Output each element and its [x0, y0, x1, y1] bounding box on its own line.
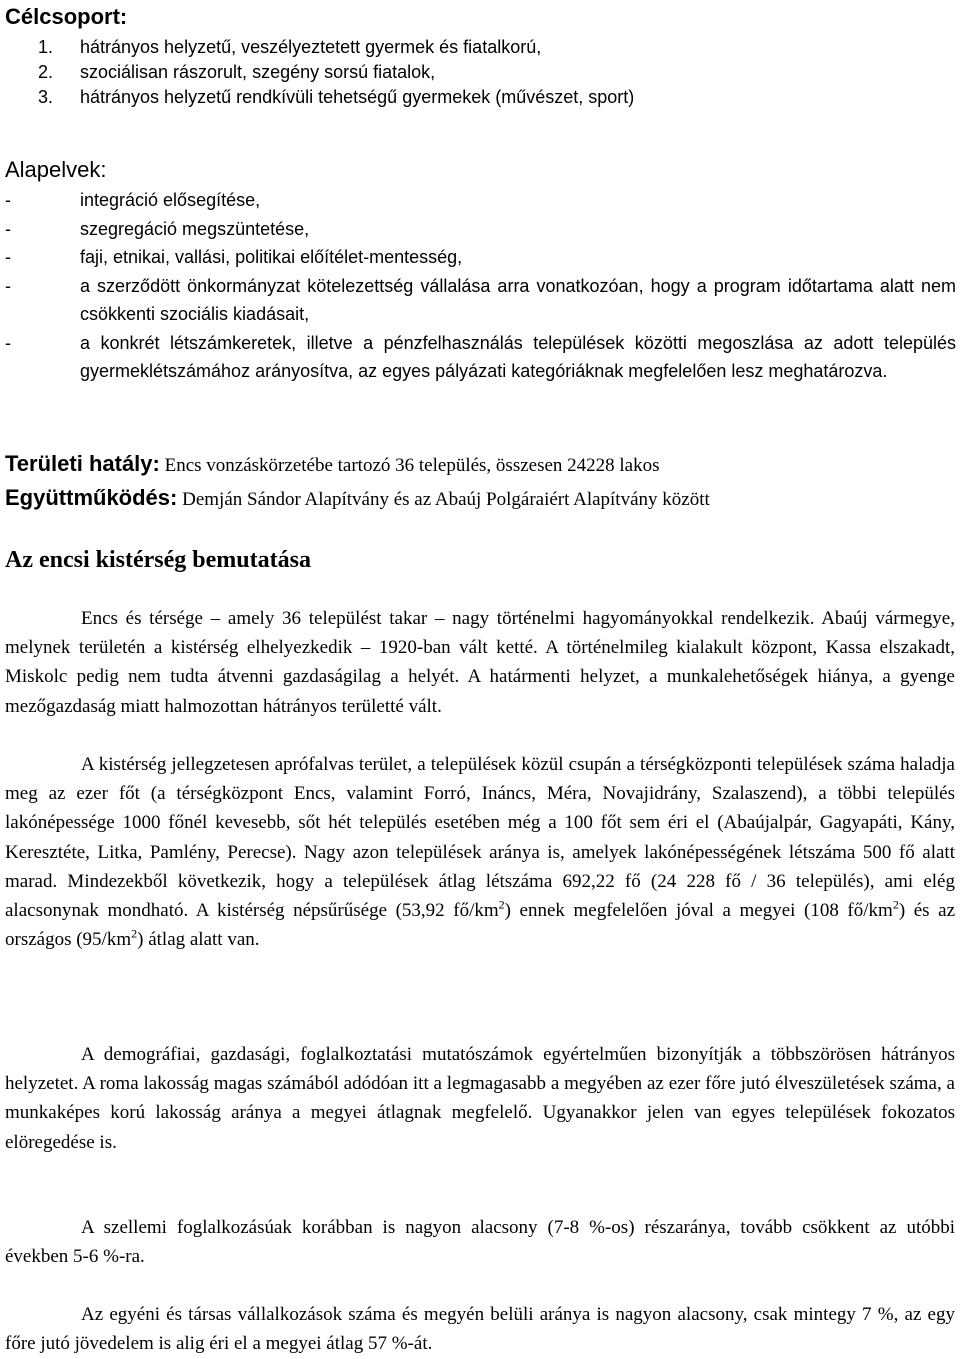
- list-item: - a szerződött önkormányzat kötelezettség vállalása arra vonatkozóan, hogy a program időtartama alatt nem csökkenti szociális kiadásait,: [0, 272, 958, 329]
- list-item: - integráció elősegítése,: [0, 186, 958, 215]
- paragraph: A szellemi foglalkozásúak korábban is nagyon alacsony (7-8 %-os) részaránya, tovább csökkent az utóbbi években 5-6 %-ra.: [5, 1217, 955, 1268]
- paragraph: Encs és térsége – amely 36 települést takar – nagy történelmi hagyományokkal rendelkezik. Abaúj vármegye, melynek területén a kistérség elhelyezkedik – 1920-ban vált ketté. A történelmileg kialakult központ, Kassa elszakadt, Miskolc pedig nem tudta átvenni gazdaságilag a helyét. A határmenti helyzet, a munkalehetőségek hiánya, a gyenge mezőgazdaság miatt halmozottan hátrányos területté vált.: [5, 608, 955, 717]
- list-item: [0, 35, 634, 60]
- alapelvek-heading: Alapelvek:: [5, 157, 107, 182]
- paragraph: Az egyéni és társas vállalkozások száma és megyén belüli aránya is nagyon alacsony, csak mintegy 7 %, az egy főre jutó jövedelem is alig éri el a megyei átlag 57 %-át.: [5, 1304, 955, 1355]
- list-item: [0, 85, 634, 110]
- list-item: - a konkrét létszámkeretek, illetve a pénzfelhasználás települések közötti megoszlása az adott település gyermeklétszámához arányosítva, az egyes pályázati kategóriáknak megfelelően lesz meghatározva.: [0, 329, 958, 386]
- teruleti-hataly: [5, 452, 960, 478]
- egyuttmukodes-label: Együttműködés:: [5, 485, 178, 510]
- paragraph-text: ) átlag alatt van.: [137, 929, 260, 951]
- paragraph-text: A kistérség jellegzetesen aprófalvas terület, a települések közül csupán a térségközponti települések száma haladja meg az ezer főt (a térségközpont Encs, valamint Forró, Ináncs, Méra, Novajidrány, Szalaszend), a többi település lakónépessége 1000 főnél kevesebb, sőt hét település esetében még a 100 főt sem éri el (Abaújalpár, Gagyapáti, Kány, Keresztéte, Litka, Pamlény, Perecse). Nagy azon települések aránya is, amelyek lakónépességének létszáma 500 fő alatt marad. Mindezekből következik, hogy a települések átlag létszáma 692,22 fő (24 228 fő / 36 település), ami elég alacsonynak mondható. A kistérség népsűrűsége (53,92 fő/km: [5, 754, 955, 922]
- list-item: - szegregáció megszüntetése,: [0, 215, 958, 244]
- list-item: [0, 60, 634, 85]
- paragraph-text: ) ennek megfelelően jóval a megyei (108 fő/km: [504, 900, 893, 922]
- list-text: hátrányos helyzetű, veszélyeztetett gyermek és fiatalkorú,: [80, 37, 542, 57]
- superscript: 2: [131, 926, 138, 941]
- superscript: 2: [498, 897, 505, 912]
- list-number: 2.: [38, 62, 54, 82]
- celcsoport-heading: Célcsoport:: [5, 4, 128, 29]
- alapelvek-list: [0, 186, 958, 386]
- egyuttmukodes: [5, 486, 960, 512]
- paragraph: A demográfiai, gazdasági, foglalkoztatási mutatószámok egyértelműen bizonyítják a többszörösen hátrányos helyzetet. A roma lakosság magas számából adódóan itt a legmagasabb a megyében az ezer főre jutó élveszületések száma, a munkaképes korú lakosság aránya a megyei átlagnak megfelelő. Ugyanakkor jelen van egyes települések fokozatos elöregedése is.: [5, 1044, 955, 1153]
- paragraph: [5, 750, 955, 954]
- section-title: Az encsi kistérség bemutatása: [5, 547, 311, 573]
- paragraph-text: ) és az országos (95/km: [5, 900, 955, 951]
- list-item: - faji, etnikai, vallási, politikai előítélet-mentesség,: [0, 243, 958, 272]
- egyuttmukodes-text: Demján Sándor Alapítvány és az Abaúj Polgáraiért Alapítvány között: [177, 489, 710, 510]
- list-text: hátrányos helyzetű rendkívüli tehetségű gyermekek (művészet, sport): [80, 87, 635, 107]
- teruleti-label: Területi hatály:: [5, 451, 160, 476]
- list-number: 1.: [38, 37, 54, 57]
- superscript: 2: [892, 897, 899, 912]
- list-number: 3.: [38, 87, 54, 107]
- celcsoport-list: [0, 35, 634, 110]
- list-text: szociálisan rászorult, szegény sorsú fiatalok,: [80, 62, 436, 82]
- teruleti-text: Encs vonzáskörzetébe tartozó 36 település, összesen 24228 lakos: [159, 455, 660, 476]
